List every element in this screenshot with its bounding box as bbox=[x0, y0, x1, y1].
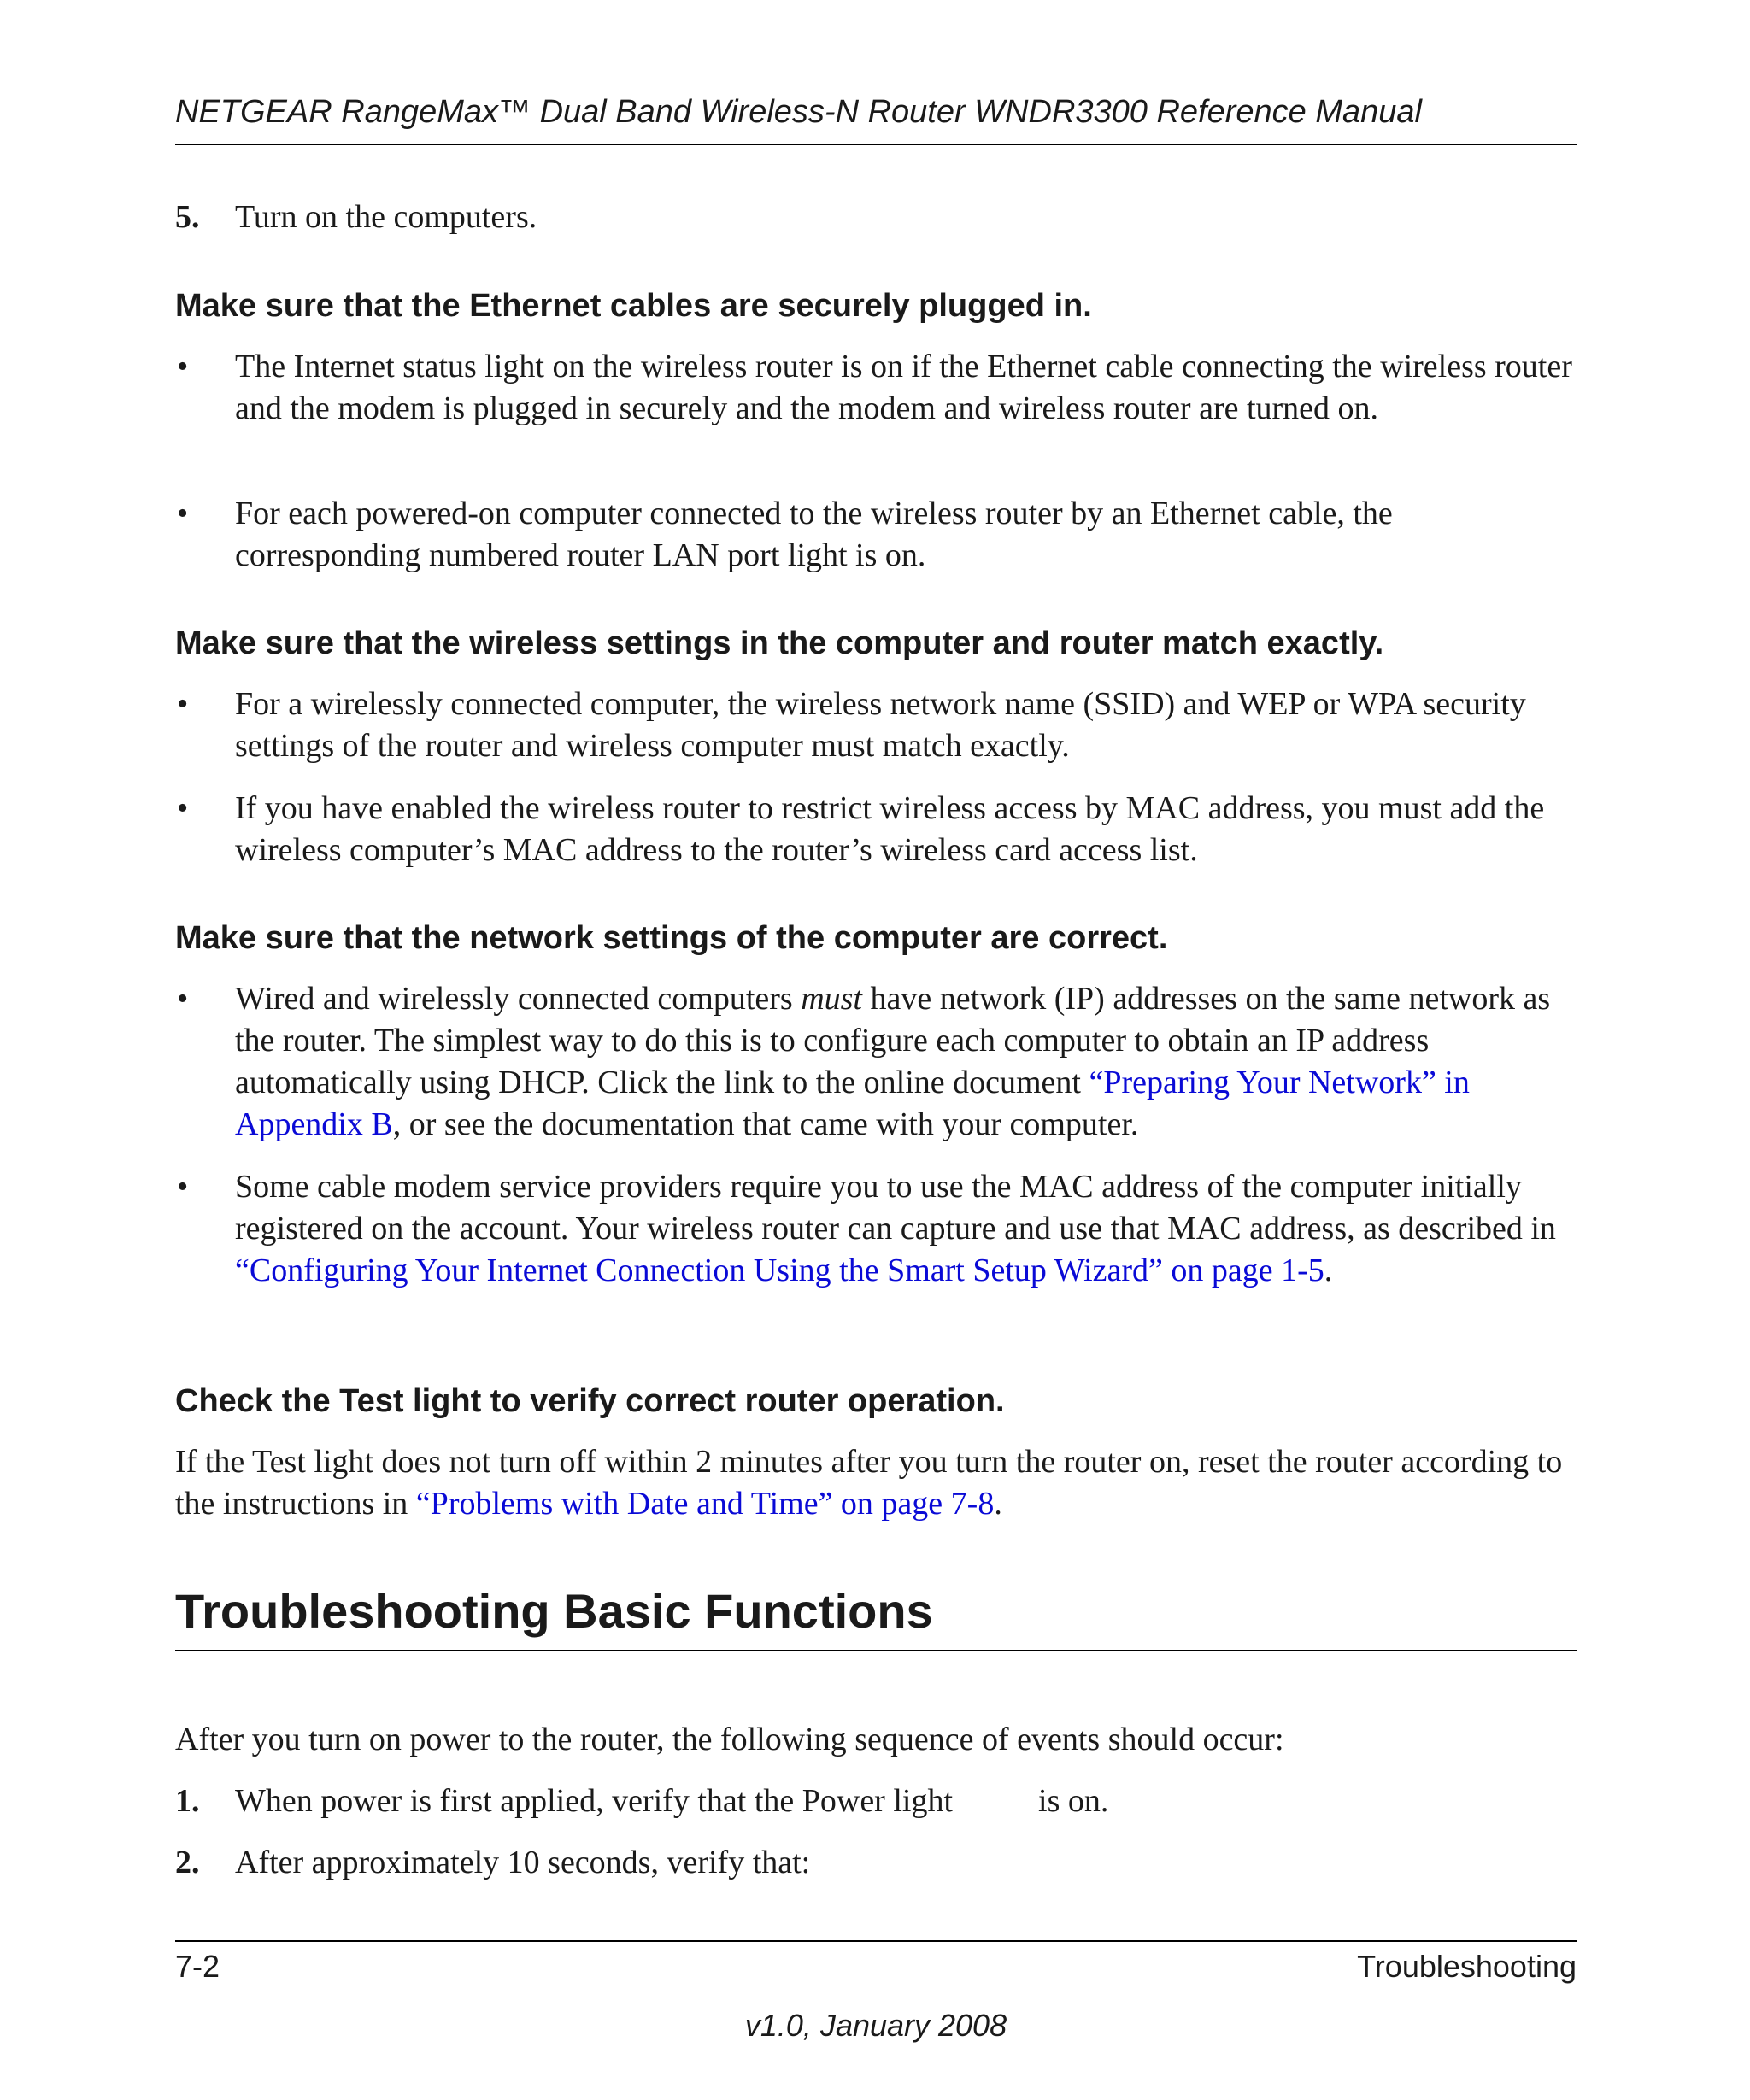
bullet-mac-capture bbox=[175, 1166, 1577, 1292]
paragraph-test-light bbox=[175, 1441, 1577, 1525]
link-smart-setup-wizard[interactable]: “Configuring Your Internet Connection Using the Smart Setup Wizard” on page 1-5 bbox=[235, 1252, 1324, 1288]
heading-wireless: Make sure that the wireless settings in the computer and router match exactly. bbox=[175, 625, 1384, 661]
bullet-text-post: . bbox=[1324, 1252, 1333, 1288]
step-number: 1. bbox=[175, 1783, 200, 1819]
step-text-pre: When power is first applied, verify that the Power light bbox=[235, 1783, 954, 1819]
step-text-post: is on. bbox=[1038, 1783, 1109, 1819]
bullet-text: For each powered-on computer connected to the wireless router by an Ethernet cable, the corresponding numbered router LAN port light is on. bbox=[235, 496, 1393, 573]
bullet-mac-list bbox=[175, 788, 1577, 871]
heading-ethernet: Make sure that the Ethernet cables are securely plugged in. bbox=[175, 288, 1092, 324]
step-text: After approximately 10 seconds, verify that: bbox=[235, 1845, 811, 1880]
bullet-text: If you have enabled the wireless router to restrict wireless access by MAC address, you must add the wireless computer’s MAC address to the router’s wireless card access list. bbox=[235, 790, 1545, 868]
bullet-marker: • bbox=[177, 349, 189, 384]
step-text: Turn on the computers. bbox=[235, 199, 537, 235]
bullet-marker: • bbox=[177, 496, 189, 531]
emphasis-must: must bbox=[801, 981, 862, 1017]
section-title: Troubleshooting Basic Functions bbox=[175, 1583, 1577, 1651]
version-info: v1.0, January 2008 bbox=[744, 2008, 1007, 2043]
link-date-time[interactable]: “Problems with Date and Time” on page 7-8 bbox=[415, 1486, 995, 1522]
step-text bbox=[235, 1780, 1577, 1822]
bullet-text-pre: Some cable modem service providers require you to use the MAC address of the computer initially registered on the account. Your wireless router can capture and use that MAC address, as described in bbox=[235, 1169, 1556, 1247]
heading-network: Make sure that the network settings of the computer are correct. bbox=[175, 920, 1168, 956]
bullet-marker: • bbox=[177, 686, 189, 722]
bullet-internet-light bbox=[175, 346, 1577, 430]
page-number: 7-2 bbox=[175, 1949, 220, 1984]
link-preparing-network[interactable]: “Preparing Your Network” in Appendix B bbox=[235, 1065, 1470, 1142]
running-header: NETGEAR RangeMax™ Dual Band Wireless-N Router WNDR3300 Reference Manual bbox=[175, 92, 1577, 145]
step-2 bbox=[175, 1842, 1577, 1884]
step-number: 5. bbox=[175, 199, 200, 235]
bullet-marker: • bbox=[177, 1169, 189, 1205]
bullet-marker: • bbox=[177, 981, 189, 1017]
step-number: 2. bbox=[175, 1845, 200, 1880]
bullet-text bbox=[235, 978, 1577, 1146]
step-1 bbox=[175, 1780, 1577, 1822]
bullet-ssid bbox=[175, 683, 1577, 767]
bullet-lan-light bbox=[175, 493, 1577, 577]
bullet-text: The Internet status light on the wireless router is on if the Ethernet cable connecting the wireless router and the modem is plugged in securely and the modem and wireless router are turned on. bbox=[235, 349, 1572, 426]
paragraph-text-pre: If the Test light does not turn off within 2 minutes after you turn the router on, reset the router according to the instructions in bbox=[175, 1444, 1563, 1522]
bullet-marker: • bbox=[177, 790, 189, 826]
bullet-text-post: , or see the documentation that came with your computer. bbox=[392, 1106, 1139, 1142]
bullet-text: For a wirelessly connected computer, the wireless network name (SSID) and WEP or WPA security settings of the router and wireless computer must match exactly. bbox=[235, 686, 1526, 764]
bullet-text-pre: Wired and wirelessly connected computers bbox=[235, 981, 802, 1017]
bullet-text bbox=[235, 1166, 1577, 1292]
bullet-text-mid: have network (IP) addresses on the same network as the router. The simplest way to do this is to configure each computer to obtain an IP address automatically using DHCP. Click the link to the online document bbox=[235, 981, 1551, 1100]
step-5 bbox=[175, 197, 1577, 238]
paragraph-text-post: . bbox=[994, 1486, 1002, 1522]
footer-section: Troubleshooting bbox=[1357, 1949, 1577, 1984]
heading-test-light: Check the Test light to verify correct router operation. bbox=[175, 1383, 1005, 1419]
bullet-ip-address bbox=[175, 978, 1577, 1146]
footer-rule bbox=[175, 1940, 1577, 1942]
paragraph-intro: After you turn on power to the router, the following sequence of events should occur: bbox=[175, 1722, 1284, 1757]
